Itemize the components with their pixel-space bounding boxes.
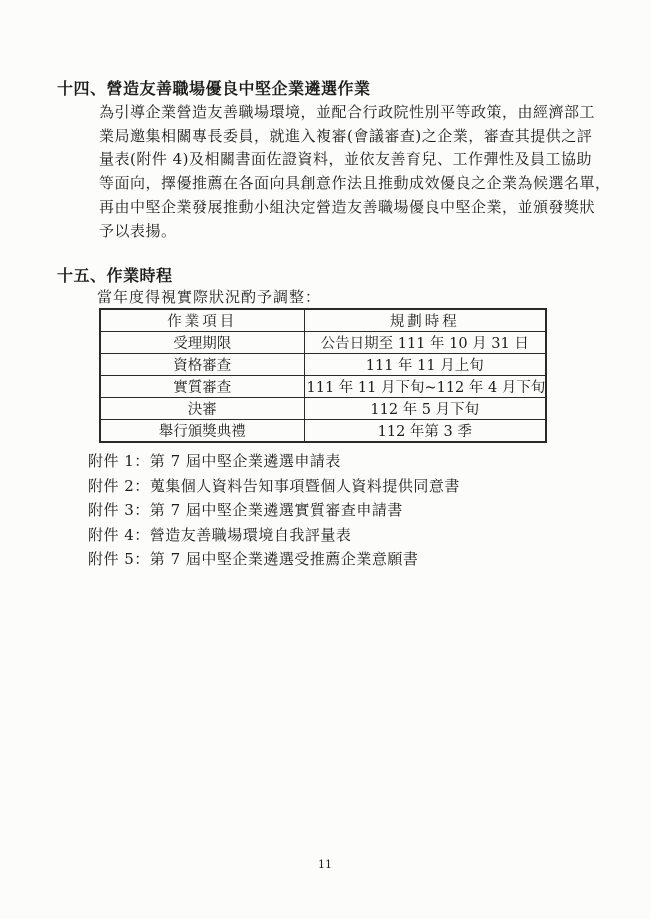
table-row <box>100 398 546 420</box>
cell-item: 資格審查 <box>100 354 304 376</box>
cell-schedule: 112 年 5 月下旬 <box>304 398 546 420</box>
cell-schedule: 111 年 11 月上旬 <box>304 354 546 376</box>
header-cell-item: 作業項目 <box>100 309 304 332</box>
table-row <box>100 376 546 398</box>
section-14-paragraph <box>99 101 611 243</box>
paragraph-line: 量表(附件 4)及相關書面佐證資料，並依友善育兒、工作彈性及員工協助 <box>99 150 593 169</box>
paragraph-line: 再由中堅企業發展推動小組決定營造友善職場優良中堅企業，並頒發獎狀 <box>99 197 596 216</box>
paragraph-line: 等面向，擇優推薦在各面向具創意作法且推動成效優良之企業為候選名單， <box>99 174 611 193</box>
paragraph-line: 為引導企業營造友善職場環境，並配合行政院性別平等政策，由經濟部工 <box>99 103 596 121</box>
cell-schedule: 111 年 11 月下旬~112 年 4 月下旬 <box>304 376 546 398</box>
table-header-row <box>100 309 546 332</box>
header-cell-schedule: 規劃時程 <box>304 309 546 332</box>
paragraph-line: 業局邀集相關專長委員，就進入複審(會議審查)之企業，審查其提供之評 <box>99 126 593 145</box>
cell-item: 受理期限 <box>100 332 304 354</box>
cell-item: 決審 <box>100 398 304 420</box>
attachment-item: 附件 1：第 7 屆中堅企業遴選申請表 <box>88 452 341 470</box>
section-14-heading: 十四、營造友善職場優良中堅企業遴選作業 <box>57 79 371 98</box>
attachment-item: 附件 4：營造友善職場環境自我評量表 <box>88 525 352 544</box>
attachments-list <box>88 449 460 572</box>
paragraph-line: 予以表揚。 <box>99 221 177 240</box>
table-row <box>100 332 546 354</box>
attachment-item: 附件 5：第 7 屆中堅企業遴選受推薦企業意願書 <box>88 550 419 568</box>
attachment-item: 附件 3：第 7 屆中堅企業遴選實質審查申請書 <box>88 501 403 519</box>
cell-schedule: 112 年第 3 季 <box>304 420 546 443</box>
table-row <box>100 354 546 376</box>
page-number: 11 <box>318 858 332 871</box>
section-15-intro: 當年度得視實際狀況酌予調整： <box>97 288 322 306</box>
cell-item: 實質審查 <box>100 376 304 398</box>
section-15-heading: 十五、作業時程 <box>57 266 173 285</box>
schedule-table <box>99 308 547 443</box>
table-row <box>100 420 546 443</box>
attachment-item: 附件 2：蒐集個人資料告知事項暨個人資料提供同意書 <box>88 476 460 495</box>
cell-item: 舉行頒獎典禮 <box>100 420 304 443</box>
cell-schedule: 公告日期至 111 年 10 月 31 日 <box>304 332 546 354</box>
